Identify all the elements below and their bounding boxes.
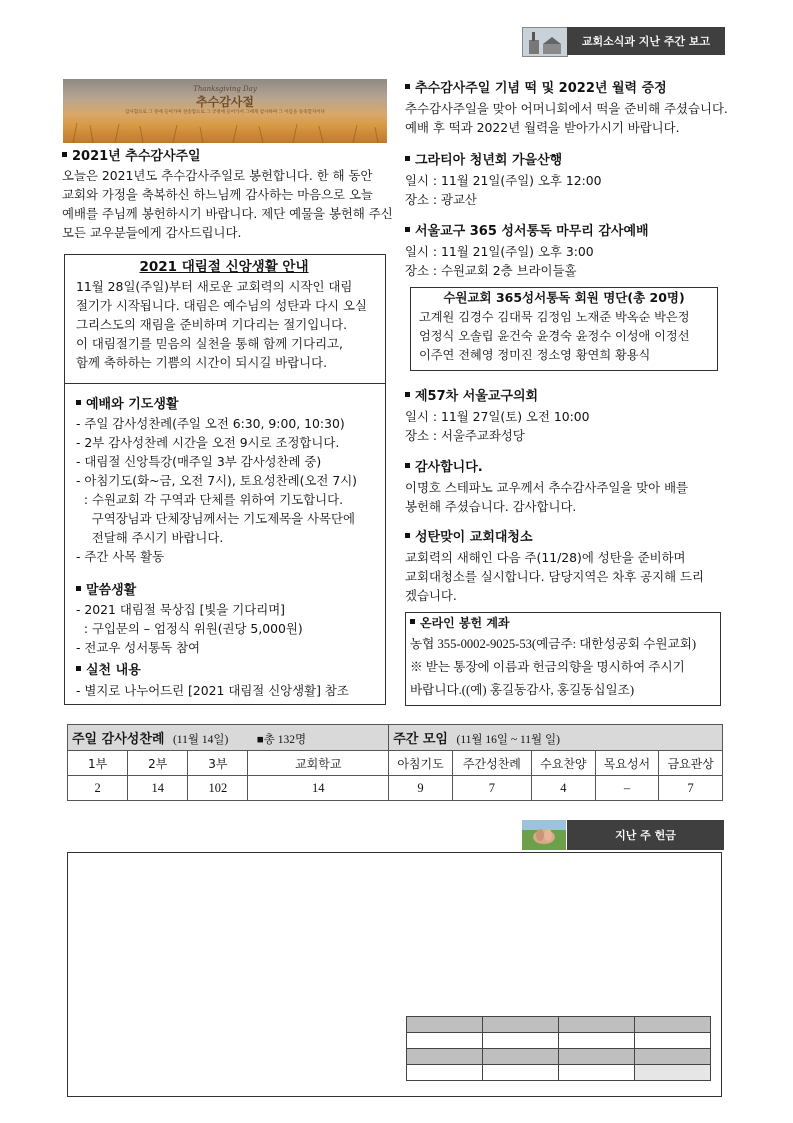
practice-title: 실천 내용 bbox=[76, 662, 141, 680]
rice-cake-title: 추수감사주일 기념 떡 및 2022년 월력 증정 bbox=[405, 80, 667, 98]
label-cell: 주간성찬례 bbox=[452, 751, 531, 776]
offering-cell bbox=[407, 1033, 483, 1049]
bible-service-title: 서울교구 365 성서통독 마무리 감사예배 bbox=[405, 223, 649, 241]
offering-cell bbox=[407, 1017, 483, 1033]
offering-title-bar bbox=[567, 820, 724, 850]
offering-cell bbox=[483, 1049, 559, 1065]
offering-cell bbox=[559, 1017, 635, 1033]
label-cell: 2부 bbox=[128, 751, 188, 776]
value-cell: 14 bbox=[248, 776, 389, 801]
thanks-title: 감사합니다. bbox=[405, 459, 483, 477]
value-cell: 102 bbox=[188, 776, 248, 801]
label-cell: 금요관상 bbox=[659, 751, 723, 776]
hands-photo-icon bbox=[522, 820, 566, 850]
value-cell: 4 bbox=[532, 776, 596, 801]
header-title: 교회소식과 지난 주간 보고 bbox=[581, 35, 711, 48]
value-cell: – bbox=[595, 776, 659, 801]
value-cell: 9 bbox=[389, 776, 453, 801]
banner-caption: 감사함으로 그 문에 들어가며 찬송함으로 그 궁정에 들어가서 그에게 감사하며 그 이름을 송축할지어다 bbox=[125, 110, 325, 115]
banner-small-text: Thanksgiving Day bbox=[193, 85, 257, 93]
word-list: - 2021 대림절 묵상집 [빛을 기다리며] : 구입문의 – 엄정식 위원(권당 5,000원) - 전교우 성서통독 참여 bbox=[76, 602, 303, 655]
sunday-header: 주일 감사성찬례 (11월 14일) ■총 132명 bbox=[68, 725, 389, 751]
practice-list: - 별지로 나누어드린 [2021 대림절 신앙생활] 참조 bbox=[76, 683, 349, 698]
offering-cell bbox=[483, 1065, 559, 1081]
online-offering-title: 온라인 봉헌 계좌 bbox=[420, 616, 510, 630]
church-photo-icon bbox=[522, 27, 568, 57]
offering-cell bbox=[635, 1049, 711, 1065]
label-cell: 1부 bbox=[68, 751, 128, 776]
worship-title: 예배와 기도생활 bbox=[76, 396, 178, 414]
offering-cell bbox=[635, 1065, 711, 1081]
banner-title: 추수감사절 bbox=[196, 95, 254, 109]
total-count: ■총 132명 bbox=[256, 734, 307, 746]
thanksgiving-banner bbox=[63, 79, 387, 143]
label-cell: 아침기도 bbox=[389, 751, 453, 776]
offering-cell bbox=[407, 1065, 483, 1081]
offering-cell bbox=[483, 1033, 559, 1049]
cleaning-title: 성탄맞이 교회대청소 bbox=[405, 529, 533, 547]
council-title: 제57차 서울교구의회 bbox=[405, 388, 538, 406]
label-cell: 교회학교 bbox=[248, 751, 389, 776]
bank-account: 농협 355-0002-9025-53(예금주: 대한성공회 수원교회) bbox=[410, 637, 697, 651]
bible-service-text: 일시 : 11월 21일(주일) 오후 3:00 장소 : 수원교회 2층 브라이들홀 bbox=[405, 244, 594, 278]
offering-cell bbox=[559, 1033, 635, 1049]
thanksgiving-text: 오늘은 2021년도 추수감사주일로 봉헌합니다. 한 해 동안 교회와 가정을 축복하신 하느님께 감사하는 마음으로 오늘 예배를 주님께 봉헌하시기 바랍니다. 제단 예물을 봉헌해 주신 모든 교우분들에게 감사드립니다. bbox=[62, 168, 393, 240]
label-cell: 수요찬양 bbox=[532, 751, 596, 776]
header-title-bar bbox=[567, 27, 725, 55]
offering-cell bbox=[635, 1033, 711, 1049]
thanks-text: 이명호 스테파노 교우께서 추수감사주일을 맞아 배를 봉헌해 주셨습니다. 감사합니다. bbox=[405, 480, 689, 514]
members-title: 수원교회 365성서통독 회원 명단(총 20명) bbox=[443, 290, 685, 305]
offering-cell bbox=[407, 1049, 483, 1065]
label-cell: 목요성서 bbox=[595, 751, 659, 776]
offering-cell bbox=[483, 1017, 559, 1033]
rice-cake-text: 추수감사주일을 맞아 어머니회에서 떡을 준비해 주셨습니다. 예배 후 떡과 2022년 월력을 받아가시기 바랍니다. bbox=[405, 101, 728, 135]
offering-cell bbox=[635, 1017, 711, 1033]
label-cell: 3부 bbox=[188, 751, 248, 776]
online-offering-box: 온라인 봉헌 계좌 농협 355-0002-9025-53(예금주: 대한성공회 수원교회) ※ 받는 통장에 이름과 헌금의향을 명시하여 주시기 바랍니다.((예) 홍길동감사, 홍길동십일조) bbox=[405, 612, 721, 706]
word-title: 말씀생활 bbox=[76, 582, 136, 600]
week-header: 주간 모임 (11월 16일 ~ 11월 일) bbox=[389, 725, 723, 751]
worship-list: - 주일 감사성찬례(주일 오전 6:30, 9:00, 10:30) - 2부 감사성찬례 시간을 오전 9시로 조정합니다. - 대림절 신앙특강(매주일 3부 감사성찬례 중) - 아침기도(화~금, 오전 7시), 토요성찬례(오전 7시) : 수원교회 각 구역과 단체를 위하여 기도합니다. 구역장님과 단체장님께서는 기도제목을 사목단에 전달해 주시기 바랍니다. - 주간 사목 활동 bbox=[76, 416, 358, 564]
members-box: 수원교회 365성서통독 회원 명단(총 20명) 고계원 김경수 김대묵 김정임 노재준 박옥순 박은정 엄정식 오솔립 윤건숙 윤경숙 윤정수 이성애 이정선 이주연 전혜영 정미진 정소영 황연희 황용식 bbox=[410, 287, 718, 371]
value-cell: 14 bbox=[128, 776, 188, 801]
advent-title: 2021 대림절 신앙생활 안내 bbox=[139, 259, 309, 275]
hiking-text: 일시 : 11월 21일(주일) 오후 12:00 장소 : 광교산 bbox=[405, 173, 602, 207]
council-text: 일시 : 11월 27일(토) 오전 10:00 장소 : 서울주교좌성당 bbox=[405, 409, 590, 443]
offering-title: 지난 주 헌금 bbox=[615, 829, 676, 842]
attendance-table bbox=[67, 724, 723, 801]
value-cell: 7 bbox=[452, 776, 531, 801]
cleaning-text: 교회력의 새해인 다음 주(11/28)에 성탄을 준비하며 교회대청소를 실시합니다. 담당지역은 차후 공지해 드리 겠습니다. bbox=[405, 550, 704, 603]
offering-cell bbox=[559, 1065, 635, 1081]
hiking-title: 그라티아 청년회 가을산행 bbox=[405, 152, 562, 170]
offering-table bbox=[406, 1016, 711, 1081]
value-cell: 2 bbox=[68, 776, 128, 801]
value-cell: 7 bbox=[659, 776, 723, 801]
thanksgiving-title: 2021년 추수감사주일 bbox=[62, 148, 201, 166]
advent-intro: 11월 28일(주일)부터 새로운 교회력의 시작인 대림 절기가 시작됩니다. 대림은 예수님의 성탄과 다시 오실 그리스도의 재림을 준비하며 기다리는 절기입니다. 이 대림절기를 믿음의 실천을 통해 함께 기다리고, 함께 축하하는 기쁨의 시간이 되시길 바랍니다. bbox=[76, 279, 367, 370]
offering-cell bbox=[559, 1049, 635, 1065]
